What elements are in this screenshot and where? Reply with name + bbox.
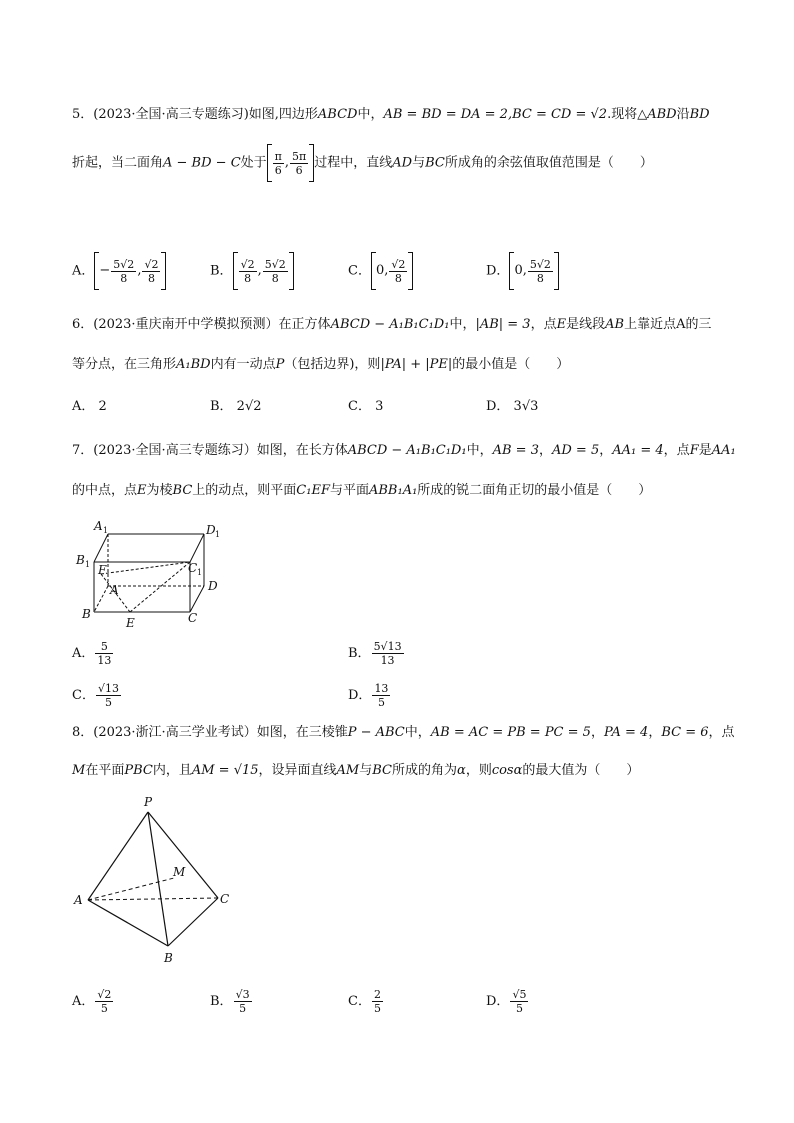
q5-range: $\frac{\pi}{6}$ , $\frac{5\pi}{6}$ <box>267 144 315 182</box>
q8-option-a[interactable]: A． $\frac{√2}{5}$ <box>72 988 112 1015</box>
q5-condition: AB = BD = DA = 2,BC = CD = √2 <box>383 107 608 122</box>
q5-quad: ABCD <box>317 107 358 122</box>
q6-question: 的最小值是（ ） <box>452 357 570 372</box>
q6-option-c[interactable]: C． 3 <box>348 399 384 414</box>
q6-line2: 等分点，在三角形A₁BD内有一动点P（包括边界)，则|PA| + |PE|的最小值是（ ） <box>72 357 570 372</box>
label-a: A <box>110 583 119 597</box>
q5-option-a[interactable]: A． − $\frac{5√2}{8}$ , $\frac{√2}{8}$ <box>72 252 166 290</box>
q7-option-c[interactable]: C． $\frac{√13}{5}$ <box>72 682 119 709</box>
q7-option-a[interactable]: A． $\frac{5}{13}$ <box>72 640 112 667</box>
q8-line1: 8．(2023·浙江·高三学业考试）如图，在三棱锥P − ABC中，AB = AC = PB = PC = 5，PA = 4，BC = 6，点 <box>72 725 735 740</box>
q5-question: 所成角的余弦值取值范围是（ ） <box>444 155 653 171</box>
svg-text:1: 1 <box>197 568 203 577</box>
label-p: P <box>144 795 153 809</box>
svg-text:1: 1 <box>85 560 91 569</box>
q8-option-d[interactable]: D． $\frac{√5}{5}$ <box>486 988 527 1015</box>
q5-text: 折起，当二面角 <box>72 155 164 171</box>
q6-cube: ABCD − A₁B₁C₁D₁ <box>330 317 450 332</box>
q5-source: 5．(2023·全国·高三专题练习)如图,四边形 <box>72 107 318 122</box>
q8-line2: M在平面PBC内，且AM = √15，设异面直线AM与BC所成的角为α，则cosα的最大值为（ ） <box>72 763 640 778</box>
q7-question: 所成的锐二面角正切的最小值是（ ） <box>417 483 652 498</box>
q5-dihedral: A − BD − C <box>163 155 241 171</box>
label-b: B <box>82 607 91 621</box>
label-e: E <box>126 616 135 630</box>
svg-text:1: 1 <box>103 526 109 535</box>
q5-line-ad: AD <box>392 155 413 171</box>
q5-option-d[interactable]: D． 0, $\frac{5√2}{8}$ <box>486 252 559 290</box>
label-d1: D <box>206 523 216 537</box>
q5-text: 中， <box>357 107 384 122</box>
q5-text: 沿 <box>676 107 690 122</box>
label-b1: B <box>76 553 85 567</box>
q6-option-d[interactable]: D． 3√3 <box>486 399 539 414</box>
q8-question: 的最大值为（ ） <box>522 763 640 778</box>
label-c1: C <box>188 561 198 575</box>
q8-pyramid-figure <box>70 792 240 972</box>
q5-text: 过程中，直线 <box>314 155 393 171</box>
q8-pyramid: P − ABC <box>347 725 405 740</box>
q6-expression: |PA| + |PE| <box>380 357 453 372</box>
q5-triangle: ABD <box>647 107 677 122</box>
q7-cuboid: ABCD − A₁B₁C₁D₁ <box>347 443 467 458</box>
label-a: A <box>74 893 83 907</box>
q6-option-b[interactable]: B． 2√2 <box>210 399 262 414</box>
q6-ab-length: |AB| = 3 <box>475 317 531 332</box>
label-d: D <box>208 579 218 593</box>
q5-option-b[interactable]: B． $\frac{√2}{8}$ , $\frac{5√2}{8}$ <box>210 252 294 290</box>
label-a1: A <box>94 519 103 533</box>
q8-option-c[interactable]: C． $\frac{2}{5}$ <box>348 988 381 1015</box>
q5-line1 <box>72 106 710 124</box>
q6-line1: 6．(2023·重庆南开中学模拟预测）在正方体ABCD − A₁B₁C₁D₁中，|AB| = 3，点E是线段AB上靠近点A的三 <box>72 317 712 332</box>
q7-source: 7．(2023·全国·高三专题练习）如图，在长方体 <box>72 443 348 458</box>
q7-option-b[interactable]: B． $\frac{5√13}{13}$ <box>348 640 402 667</box>
q5-edge: BD <box>689 107 710 122</box>
q8-option-b[interactable]: B． $\frac{√3}{5}$ <box>210 988 250 1015</box>
label-f: F <box>98 563 107 577</box>
label-m: M <box>173 865 186 879</box>
q5-line-bc: BC <box>425 155 445 171</box>
label-c: C <box>188 611 198 625</box>
label-b: B <box>164 951 173 965</box>
q5-text: .现将△ <box>607 107 648 122</box>
q6-option-a[interactable]: A． 2 <box>72 399 107 414</box>
q7-cuboid-figure <box>72 512 232 632</box>
q5-text: 处于 <box>240 155 267 171</box>
q6-triangle: A₁BD <box>176 357 211 372</box>
q8-source: 8．(2023·浙江·高三学业考试）如图，在三棱锥 <box>72 725 348 740</box>
q5-line2 <box>72 144 653 182</box>
q7-line1: 7．(2023·全国·高三专题练习）如图，在长方体ABCD − A₁B₁C₁D₁中，AB = 3，AD = 5，AA₁ = 4，点F是AA₁ <box>72 443 736 458</box>
q7-line2: 的中点，点E为棱BC上的动点，则平面C₁EF与平面ABB₁A₁所成的锐二面角正切的最小值是（ ） <box>72 483 652 498</box>
label-c: C <box>220 892 230 906</box>
q6-source: 6．(2023·重庆南开中学模拟预测）在正方体 <box>72 317 331 332</box>
q5-text: 与 <box>412 155 426 171</box>
q7-option-d[interactable]: D． $\frac{13}{5}$ <box>348 682 389 709</box>
svg-text:1: 1 <box>215 530 221 539</box>
q5-option-c[interactable]: C． 0, $\frac{√2}{8}$ <box>348 252 413 290</box>
